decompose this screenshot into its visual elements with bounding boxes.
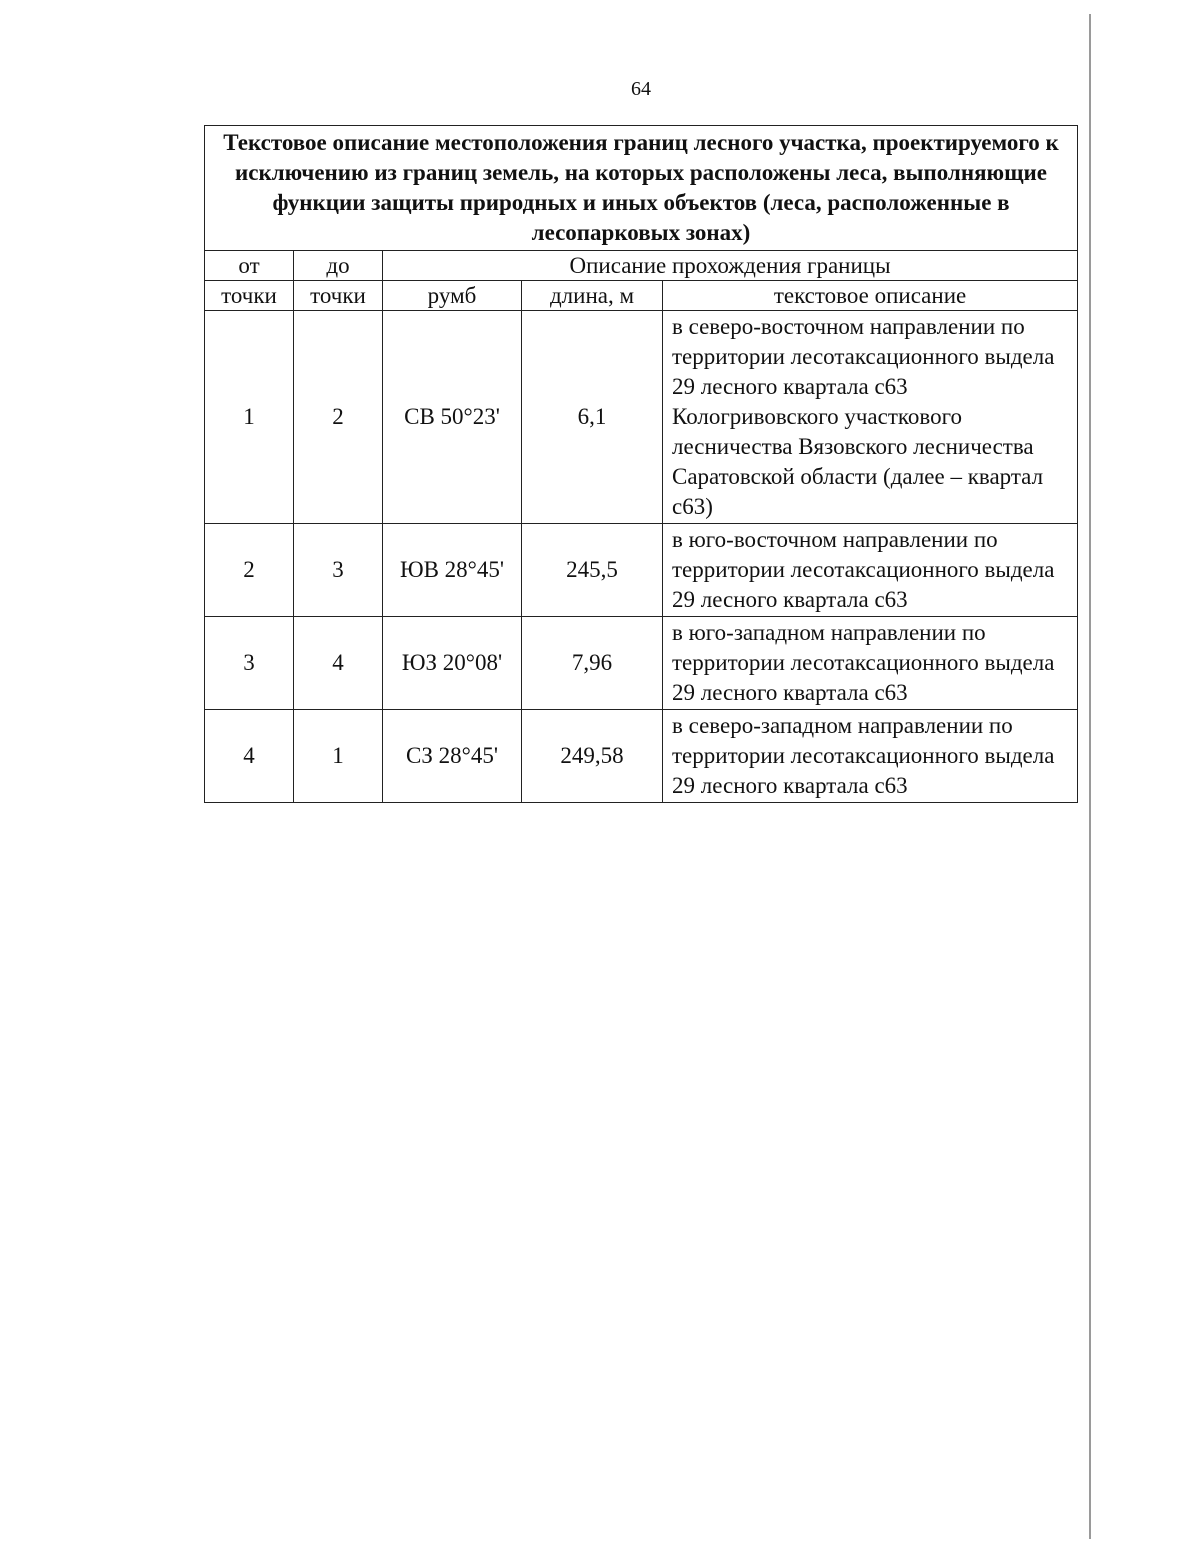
cell-bearing: ЮЗ 20°08' xyxy=(383,617,522,710)
cell-description: в юго-западном направлении по территории лесотаксационного выдела 29 лесного квартала с63 xyxy=(663,617,1078,710)
cell-length: 249,58 xyxy=(522,710,663,803)
header-row-2 xyxy=(205,281,1078,311)
table-row xyxy=(205,710,1078,803)
cell-description: в северо-западном направлении по территории лесотаксационного выдела 29 лесного квартала с63 xyxy=(663,710,1078,803)
header-row-1 xyxy=(205,251,1078,281)
table-row xyxy=(205,524,1078,617)
header-to-bottom: точки xyxy=(294,281,383,311)
scan-edge-line xyxy=(1089,14,1091,1539)
cell-description: в северо-восточном направлении по территории лесотаксационного выдела 29 лесного квартала с63 Кологривовского участкового лесничества Вязовского лесничества Саратовской области (далее – квартал с63) xyxy=(663,311,1078,524)
cell-to: 4 xyxy=(294,617,383,710)
cell-from: 1 xyxy=(205,311,294,524)
cell-from: 2 xyxy=(205,524,294,617)
header-from-bottom: точки xyxy=(205,281,294,311)
header-group: Описание прохождения границы xyxy=(383,251,1078,281)
header-description: текстовое описание xyxy=(663,281,1078,311)
cell-to: 3 xyxy=(294,524,383,617)
table-row xyxy=(205,311,1078,524)
cell-description: в юго-восточном направлении по территории лесотаксационного выдела 29 лесного квартала с63 xyxy=(663,524,1078,617)
table-title: Текстовое описание местоположения границ лесного участка, проектируемого к исключению из границ земель, на которых расположены леса, выполняющие функции защиты природных и иных объектов (леса, расположенные в лесопарковых зонах) xyxy=(205,126,1078,251)
cell-from: 4 xyxy=(205,710,294,803)
cell-bearing: ЮВ 28°45' xyxy=(383,524,522,617)
cell-length: 245,5 xyxy=(522,524,663,617)
header-length: длина, м xyxy=(522,281,663,311)
cell-from: 3 xyxy=(205,617,294,710)
header-from-top: от xyxy=(205,251,294,281)
cell-to: 2 xyxy=(294,311,383,524)
cell-bearing: СЗ 28°45' xyxy=(383,710,522,803)
boundary-table xyxy=(204,125,1078,803)
table-row xyxy=(205,617,1078,710)
table-title-row xyxy=(205,126,1078,251)
cell-length: 6,1 xyxy=(522,311,663,524)
cell-bearing: СВ 50°23' xyxy=(383,311,522,524)
header-bearing: румб xyxy=(383,281,522,311)
header-to-top: до xyxy=(294,251,383,281)
cell-length: 7,96 xyxy=(522,617,663,710)
page-number: 64 xyxy=(631,78,651,100)
cell-to: 1 xyxy=(294,710,383,803)
